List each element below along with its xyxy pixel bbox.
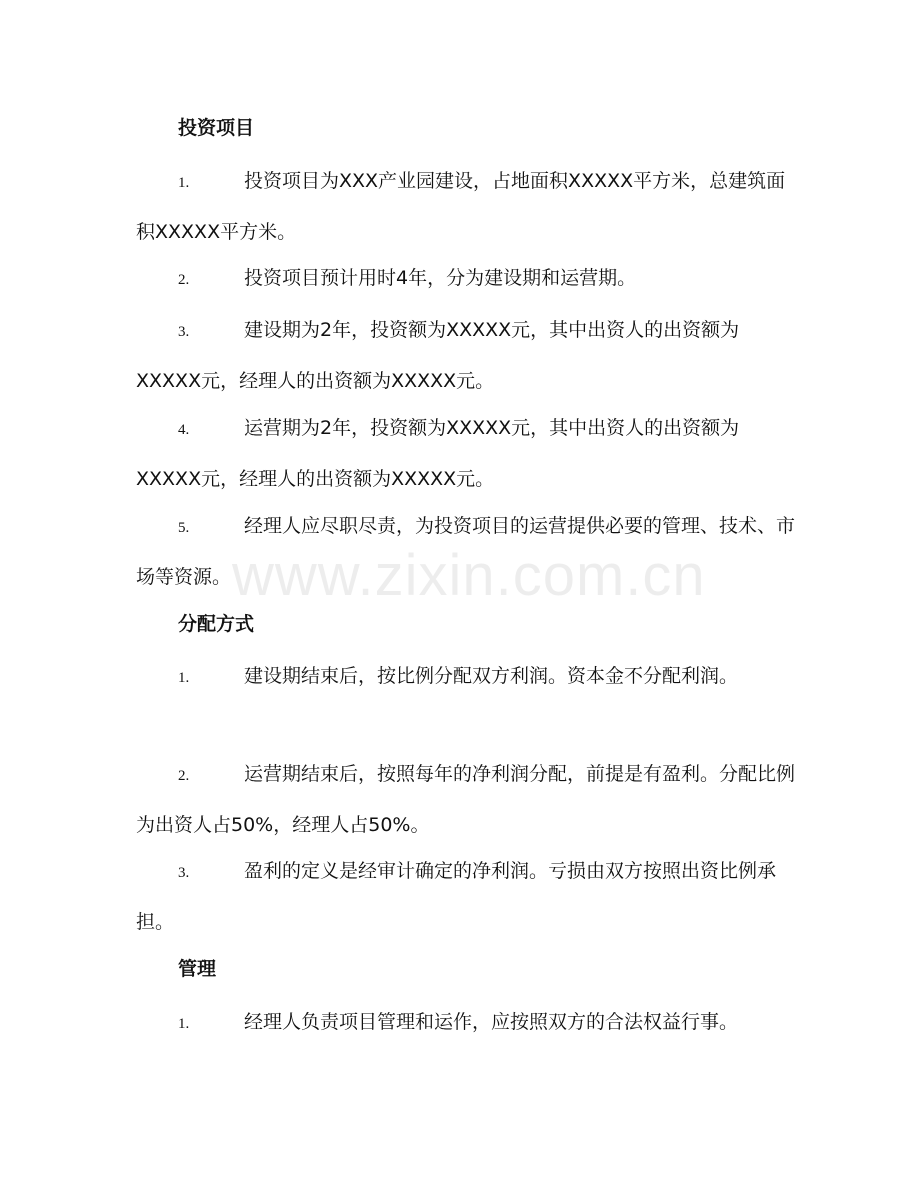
list-item-number: 5.	[178, 520, 190, 536]
list-item-text: 经理人负责项目管理和运作，应按照双方的合法权益行事。	[244, 1011, 739, 1033]
section-heading-management: 管理	[178, 958, 217, 980]
list-item-number: 4.	[178, 422, 190, 438]
list-item-text: 建设期为2年，投资额为XXXXX元，其中出资人的出资额为XXXXX元，经理人的出资额为XXXXX元。	[136, 319, 740, 392]
list-item-text: 运营期结束后，按照每年的净利润分配，前提是有盈利。分配比例为出资人占50%，经理人占50%。	[136, 763, 796, 836]
section-heading-investment-project: 投资项目	[178, 117, 255, 139]
list-item-text: 经理人应尽职尽责，为投资项目的运营提供必要的管理、技术、市场等资源。	[136, 515, 796, 588]
list-item-text: 建设期结束后，按比例分配双方利润。资本金不分配利润。	[244, 665, 739, 687]
list-item	[136, 847, 796, 947]
section-heading-distribution: 分配方式	[178, 613, 255, 635]
list-item	[136, 404, 796, 504]
watermark-text: www.zixin.com.cn	[232, 543, 706, 608]
list-item	[136, 652, 796, 703]
list-item-number: 3.	[178, 865, 190, 881]
list-item-number: 2.	[178, 768, 190, 784]
list-item-text: 盈利的定义是经审计确定的净利润。亏损由双方按照出资比例承担。	[136, 860, 777, 933]
list-item-text: 投资项目为XXX产业园建设，占地面积XXXXX平方米，总建筑面积XXXXX平方米。	[136, 170, 786, 243]
list-item-number: 1.	[178, 670, 190, 686]
list-item	[136, 254, 796, 305]
list-item	[136, 306, 796, 406]
list-item-number: 3.	[178, 324, 190, 340]
list-item	[136, 750, 796, 850]
list-item-number: 1.	[178, 1016, 190, 1032]
list-item	[136, 998, 796, 1049]
list-item	[136, 157, 796, 257]
list-item-number: 2.	[178, 272, 190, 288]
list-item-number: 1.	[178, 175, 190, 191]
list-item-text: 投资项目预计用时4年，分为建设期和运营期。	[244, 267, 637, 289]
list-item-text: 运营期为2年，投资额为XXXXX元，其中出资人的出资额为XXXXX元，经理人的出资额为XXXXX元。	[136, 417, 740, 490]
